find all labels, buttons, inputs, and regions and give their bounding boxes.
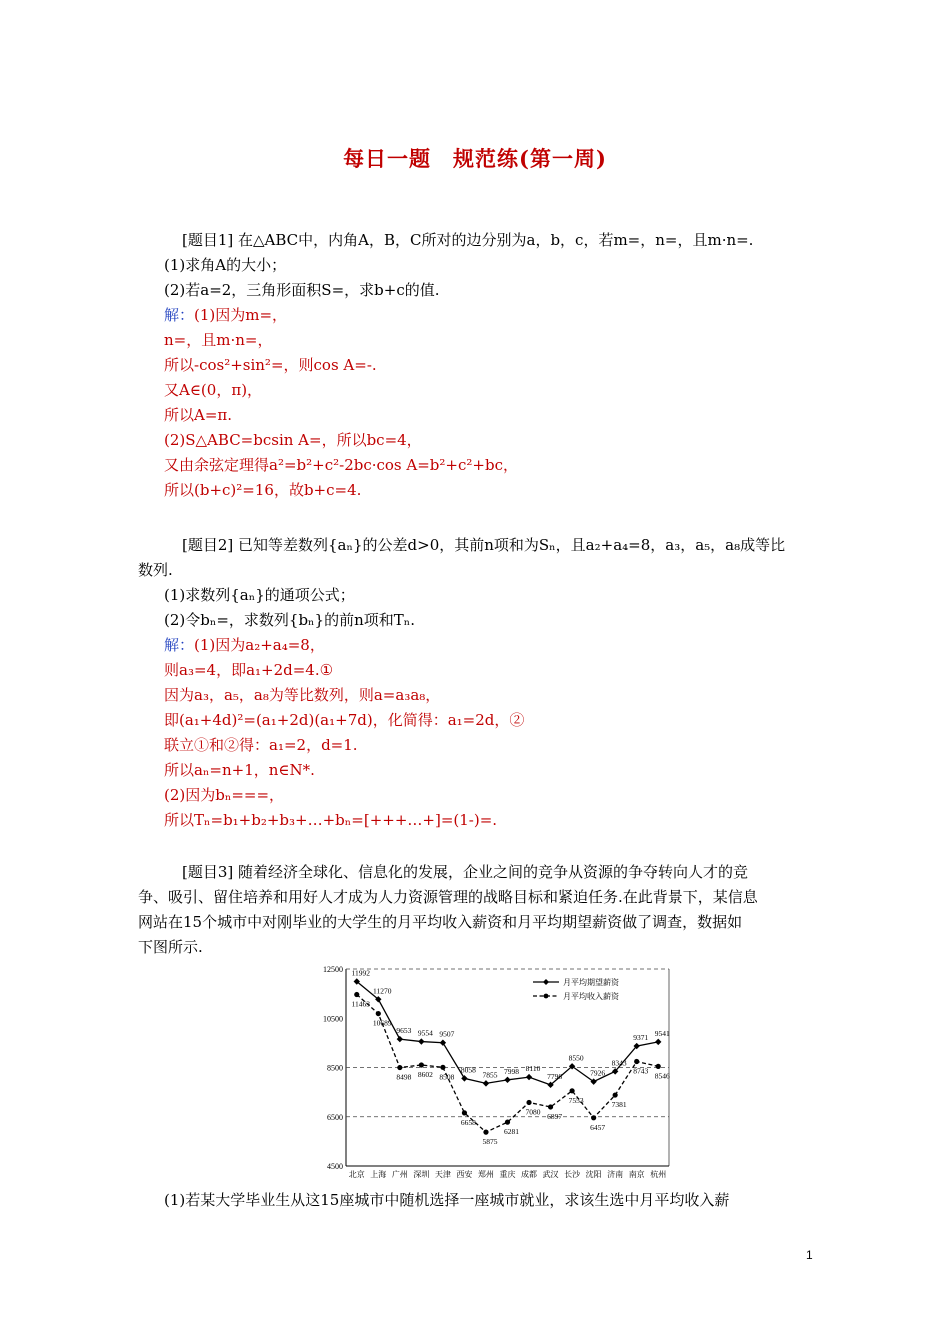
x-tick-label: 上海	[370, 1170, 387, 1179]
expected-point	[440, 1040, 446, 1046]
income-data-label: 10689	[372, 1018, 392, 1028]
p2-s5: 联立①和②得：a₁=2，d=1.	[164, 736, 358, 754]
expected-point	[461, 1075, 467, 1081]
income-data-label: 8546	[654, 1071, 670, 1081]
p3-line-3: 网站在15个城市中对刚毕业的大学生的月平均收入薪资和月平均期望薪资做了调查，数据如	[138, 913, 743, 931]
expected-data-label: 7855	[482, 1070, 498, 1080]
income-point	[548, 1104, 553, 1109]
expected-data-label: 8058	[460, 1065, 476, 1075]
x-tick-label: 武汉	[542, 1170, 559, 1179]
income-data-label: 7080	[525, 1107, 541, 1117]
x-tick-label: 长沙	[564, 1170, 581, 1179]
income-data-label: 8743	[633, 1066, 649, 1076]
income-point	[397, 1065, 402, 1070]
y-tick-label: 6500	[327, 1112, 343, 1122]
y-tick-label: 4500	[327, 1162, 343, 1171]
p1-s1: (1)因为m=，	[194, 306, 288, 324]
x-tick-label: 天津	[434, 1170, 451, 1179]
p1-stem: [题目1] 在△ABC中，内角A，B，C所对的边分别为a，b，c，若m=，n=，且m·n=.	[182, 231, 754, 249]
income-point	[440, 1065, 445, 1070]
page-title: 每日一题 规范练(第一周)	[343, 146, 607, 171]
p1-s8: 所以(b+c)²=16，故b+c=4.	[164, 481, 362, 499]
income-point	[526, 1100, 531, 1105]
legend-marker-expected	[543, 979, 549, 985]
p1-s7: 又由余弦定理得a²=b²+c²-2bc·cos A=b²+c²+bc，	[164, 456, 518, 474]
income-point	[354, 992, 359, 997]
y-tick-label: 8500	[327, 1063, 343, 1073]
p2-sol-label: 解：	[164, 636, 195, 654]
y-tick-label: 12500	[323, 965, 343, 974]
income-data-label: 6897	[547, 1111, 563, 1121]
income-data-label: 11463	[351, 999, 371, 1009]
x-tick-label: 广州	[391, 1170, 408, 1179]
income-data-label: 6281	[504, 1127, 519, 1137]
expected-data-label: 9507	[439, 1029, 455, 1039]
x-tick-label: 重庆	[499, 1170, 516, 1179]
expected-data-label: 9653	[396, 1026, 412, 1036]
income-data-label: 8508	[439, 1072, 455, 1082]
expected-data-label: 7926	[590, 1068, 606, 1078]
p2-s8: 所以Tₙ=b₁+b₂+b₃+…+bₙ=[+++…+]=(1-)=.	[164, 811, 498, 829]
x-tick-label: 杭州	[650, 1170, 667, 1179]
p1-sol-label: 解：	[164, 306, 195, 324]
expected-data-label: 7796	[547, 1071, 563, 1081]
x-tick-label: 济南	[607, 1170, 624, 1179]
x-tick-label: 北京	[348, 1170, 365, 1179]
x-tick-label: 西安	[456, 1170, 473, 1179]
p1-s6: (2)S△ABC=bcsin A=，所以bc=4，	[164, 431, 422, 449]
p2-s6: 所以aₙ=n+1，n∈N*.	[164, 761, 315, 779]
p2-solution-line1	[164, 635, 325, 655]
p2-s2: 则a₃=4，即a₁+2d=4.①	[164, 661, 334, 679]
expected-data-label: 7998	[504, 1066, 519, 1076]
income-data-label: 7553	[568, 1095, 584, 1105]
expected-data-label: 11992	[351, 968, 371, 978]
p2-q1: (1)求数列{aₙ}的通项公式；	[164, 586, 355, 604]
income-data-label: 7381	[611, 1100, 627, 1110]
legend-label-income: 月平均收入薪资	[563, 992, 619, 1001]
p2-s3: 因为a₃，a₅，a₈为等比数列，则a=a₃a₈，	[164, 686, 441, 704]
p3-line-4: 下图所示.	[138, 938, 203, 956]
expected-point	[483, 1080, 489, 1086]
p2-s7: (2)因为bₙ===，	[164, 786, 285, 804]
income-point	[376, 1011, 381, 1016]
x-tick-label: 沈阳	[585, 1170, 602, 1179]
p1-s5: 所以A=π.	[164, 406, 233, 424]
page-number: 1	[806, 1248, 813, 1262]
p2-stem-1: [题目2] 已知等差数列{aₙ}的公差d>0，其前n项和为Sₙ，且a₂+a₄=8，a₃，a₅，a₈成等比	[182, 536, 786, 554]
expected-data-label: 9371	[633, 1033, 649, 1043]
x-tick-label: 南京	[628, 1170, 645, 1179]
expected-point	[418, 1038, 424, 1044]
expected-point	[504, 1077, 510, 1083]
p1-s4: 又A∈(0，π)，	[164, 381, 263, 399]
income-data-label: 5875	[482, 1137, 498, 1147]
income-point	[634, 1059, 639, 1064]
x-tick-label: 深圳	[413, 1170, 430, 1179]
expected-data-label: 9554	[417, 1028, 433, 1038]
legend-marker-income	[544, 994, 549, 999]
p1-solution-line1	[164, 305, 287, 325]
income-point	[591, 1115, 596, 1120]
income-data-label: 8498	[396, 1072, 412, 1082]
p3-line-1: [题目3] 随着经济全球化、信息化的发展，企业之间的竞争从资源的争夺转向人才的竞	[182, 863, 749, 881]
p2-stem-2: 数列.	[138, 561, 173, 579]
p2-s4: 即(a₁+4d)²=(a₁+2d)(a₁+7d)，化简得：a₁=2d，②	[164, 711, 525, 729]
y-tick-label: 10500	[323, 1014, 343, 1024]
p1-q1: (1)求角A的大小；	[164, 256, 287, 274]
p1-s2: n=，且m·n=，	[164, 331, 273, 349]
expected-data-label: 8550	[568, 1053, 584, 1063]
expected-point	[397, 1036, 403, 1042]
income-point	[419, 1062, 424, 1067]
p3-line-2: 争、吸引、留住培养和用好人才成为人力资源管理的战略目标和紧迫任务.在此背景下，某信息	[138, 888, 758, 906]
income-point	[462, 1110, 467, 1115]
income-point	[613, 1092, 618, 1097]
expected-data-label: 8343	[611, 1058, 627, 1068]
expected-data-label: 11270	[373, 986, 392, 996]
p3-q1: (1)若某大学毕业生从这15座城市中随机选择一座城市就业，求该生选中月平均收入薪	[164, 1191, 730, 1209]
p2-s1: (1)因为a₂+a₄=8，	[194, 636, 325, 654]
expected-point	[655, 1039, 661, 1045]
income-point	[483, 1130, 488, 1135]
income-point	[505, 1120, 510, 1125]
salary-line-chart	[305, 955, 677, 1187]
legend-label-expected: 月平均期望薪资	[563, 978, 619, 987]
p1-s3: 所以-cos²+sin²=，则cos A=-.	[164, 356, 377, 374]
income-data-label: 8602	[417, 1069, 433, 1079]
p2-q2: (2)令bₙ=，求数列{bₙ}的前n项和Tₙ.	[164, 611, 416, 629]
x-tick-label: 郑州	[477, 1170, 494, 1179]
income-data-label: 6457	[590, 1122, 606, 1132]
expected-point	[526, 1074, 532, 1080]
expected-data-label: 8110	[525, 1064, 541, 1074]
p1-q2: (2)若a=2，三角形面积S=，求b+c的值.	[164, 281, 440, 299]
income-point	[656, 1064, 661, 1069]
income-point	[570, 1088, 575, 1093]
income-data-label: 6658	[460, 1117, 476, 1127]
expected-data-label: 9541	[654, 1028, 670, 1038]
x-tick-label: 成都	[521, 1170, 538, 1179]
